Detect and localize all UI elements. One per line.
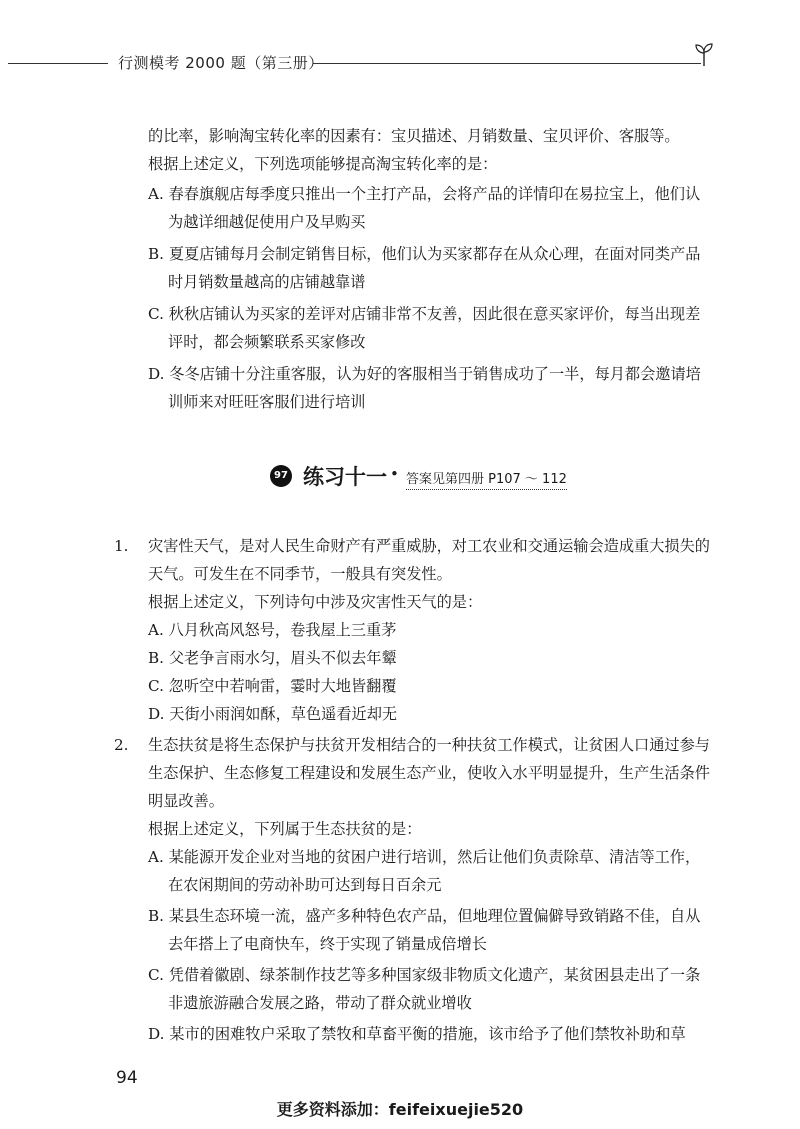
section-bullet: • [390,465,399,483]
running-header [8,48,708,76]
option-a: A. 某能源开发企业对当地的贫困户进行培训，然后让他们负责除草、清洁等工作，在农闲期间的劳动补助可达到每日百余元 [148,848,701,894]
question-2 [114,731,714,1048]
option-a: A. 八月秋高风怒号，卷我屋上三重茅 [148,621,397,639]
question-stem: 根据上述定义，下列诗句中涉及灾害性天气的是： [148,593,483,611]
section-number-badge: 97 [270,465,292,487]
continuation-text: 的比率，影响淘宝转化率的因素有：宝贝描述、月销数量、宝贝评价、客服等。 [148,127,680,145]
question-stem: 根据上述定义，下列属于生态扶贫的是： [148,820,422,838]
previous-question-continuation [148,122,713,416]
header-rule-left [8,63,108,64]
option-b: B. 某县生态环境一流，盛产多种特色农产品，但地理位置偏僻导致销路不佳，自从去年搭上了电商快车，终于实现了销量成倍增长 [148,907,701,953]
question-number: 1. [114,537,129,555]
option-a: A. 春春旗舰店每季度只推出一个主打产品，会将产品的详情印在易拉宝上，他们认为越详细越促使用户及早购买 [148,185,701,231]
option-c: C. 忽听空中若响雷，霎时大地皆翻覆 [148,677,397,695]
option-c: C. 秋秋店铺认为买家的差评对店铺非常不友善，因此很在意买家评价，每当出现差评时，都会频繁联系买家修改 [148,305,701,351]
sprout-icon [692,40,716,68]
question-definition: 生态扶贫是将生态保护与扶贫开发相结合的一种扶贫工作模式，让贫困人口通过参与生态保护、生态修复工程建设和发展生态产业，使收入水平明显提升，生产生活条件明显改善。 [148,736,710,810]
answer-reference: 答案见第四册 P107 ～ 112 [406,468,567,490]
header-rule-right [313,63,701,64]
question-1 [114,532,714,728]
footer-note: 更多资料添加：feifeixuejie520 [276,1100,524,1119]
section-title: 练习十一 [303,465,387,489]
question-definition: 灾害性天气，是对人民生命财产有严重威胁，对工农业和交通运输会造成重大损失的天气。可发生在不同季节，一般具有突发性。 [148,537,710,583]
question-number: 2. [114,736,129,754]
question-stem: 根据上述定义，下列选项能够提高淘宝转化率的是： [148,155,498,173]
option-d: D. 冬冬店铺十分注重客服，认为好的客服相当于销售成功了一半，每月都会邀请培训师来对旺旺客服们进行培训 [148,365,701,411]
header-title: 行测模考 2000 题（第三册） [118,54,324,72]
option-b: B. 夏夏店铺每月会制定销售目标，他们认为买家都存在从众心理，在面对同类产品时月销数量越高的店铺越靠谱 [148,245,701,291]
page-number: 94 [116,1068,138,1088]
option-c: C. 凭借着徽剧、绿茶制作技艺等多种国家级非物质文化遗产，某贫困县走出了一条非遗旅游融合发展之路，带动了群众就业增收 [148,966,701,1012]
option-d: D. 天街小雨润如酥，草色遥看近却无 [148,705,398,723]
option-b: B. 父老争言雨水匀，眉头不似去年颦 [148,649,397,667]
section-heading [270,461,590,495]
option-d: D. 某市的困难牧户采取了禁牧和草畜平衡的措施，该市给予了他们禁牧补助和草 [148,1025,686,1043]
